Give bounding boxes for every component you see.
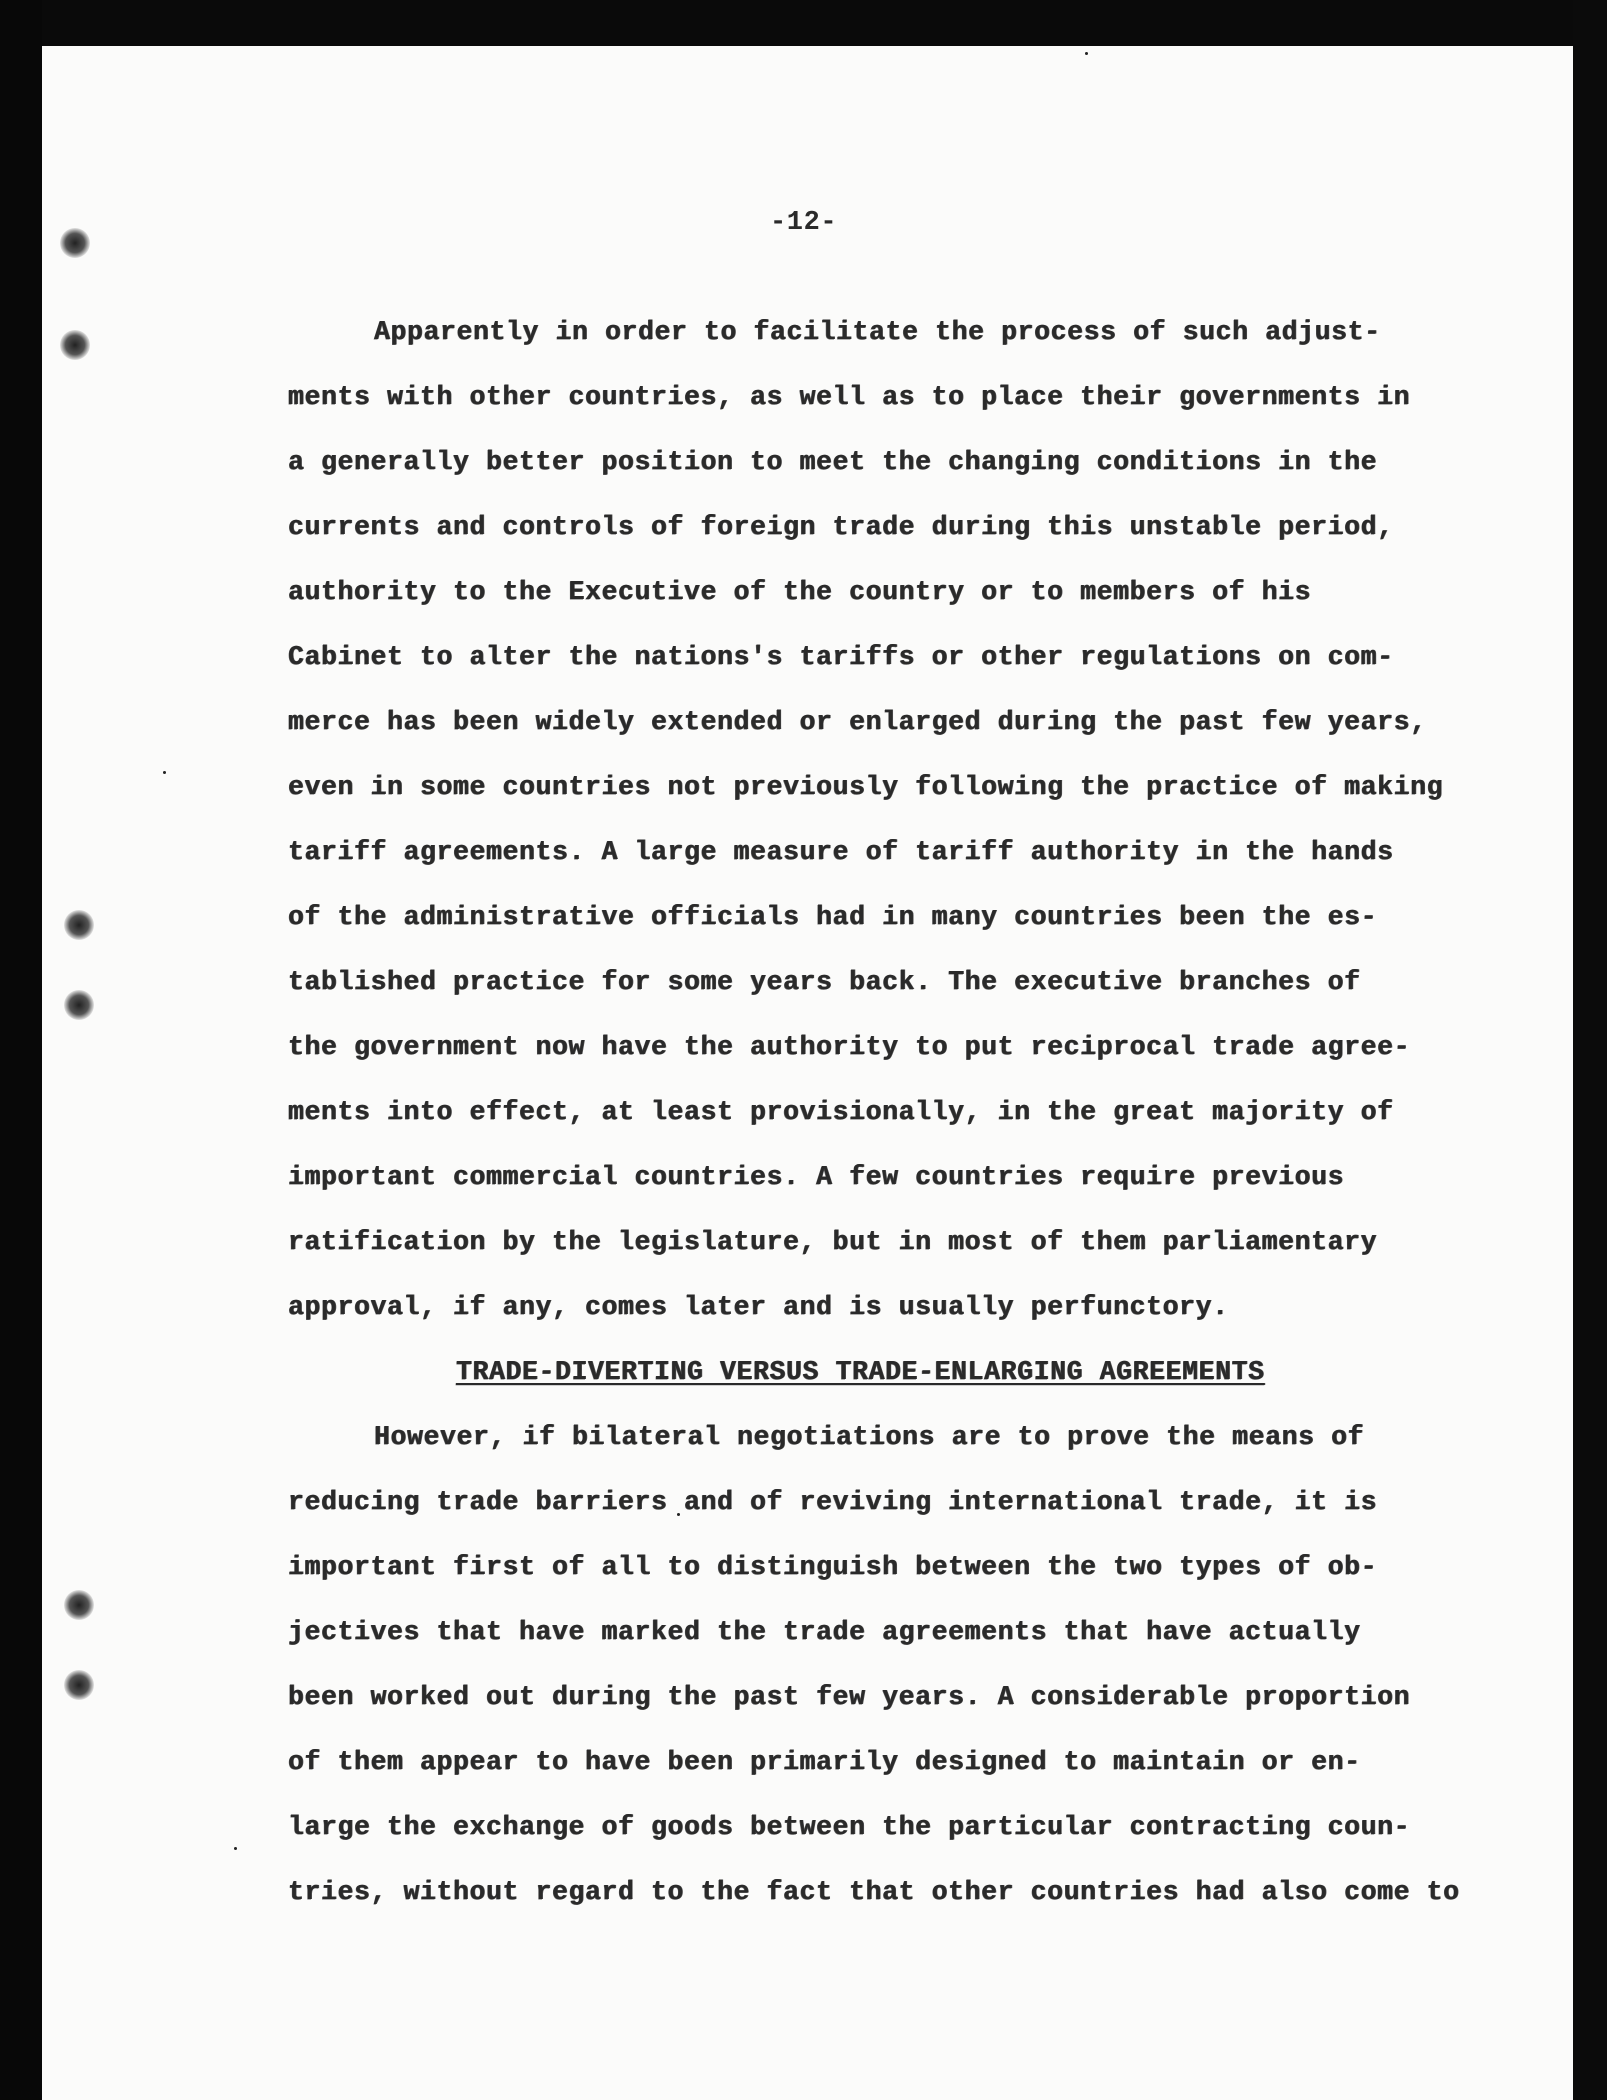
- text-line: ments into effect, at least provisionally, in the great majority of: [288, 1097, 1394, 1127]
- text-line: been worked out during the past few years. A considerable proportion: [288, 1682, 1411, 1712]
- text-line: tablished practice for some years back. The executive branches of: [288, 967, 1361, 997]
- typed-text-body: [288, 300, 1460, 1925]
- punch-hole-mark: [64, 990, 94, 1020]
- text-line: tries, without regard to the fact that other countries had also come to: [288, 1877, 1460, 1907]
- text-line: Apparently in order to facilitate the process of such adjust-: [374, 317, 1381, 347]
- punch-hole-mark: [60, 228, 90, 258]
- text-line: of them appear to have been primarily designed to maintain or en-: [288, 1747, 1361, 1777]
- dust-speck: [163, 771, 166, 774]
- text-line: approval, if any, comes later and is usually perfunctory.: [288, 1292, 1229, 1322]
- scan-border-top: [0, 0, 1607, 48]
- text-line: jectives that have marked the trade agreements that have actually: [288, 1617, 1361, 1647]
- punch-hole-mark: [64, 910, 94, 940]
- text-line: ments with other countries, as well as to place their governments in: [288, 382, 1411, 412]
- scan-border-right: [1573, 0, 1607, 2100]
- text-line: Cabinet to alter the nations's tariffs or other regulations on com-: [288, 642, 1394, 672]
- text-line: reducing trade barriers and of reviving international trade, it is: [288, 1487, 1378, 1517]
- text-line: a generally better position to meet the changing conditions in the: [288, 447, 1378, 477]
- punch-hole-mark: [64, 1670, 94, 1700]
- dust-speck: [1085, 52, 1088, 55]
- punch-hole-mark: [60, 330, 90, 360]
- text-line: ratification by the legislature, but in most of them parliamentary: [288, 1227, 1378, 1257]
- text-line: However, if bilateral negotiations are to prove the means of: [374, 1422, 1365, 1452]
- text-line: currents and controls of foreign trade during this unstable period,: [288, 512, 1394, 542]
- dust-speck: [234, 1847, 237, 1850]
- text-line: the government now have the authority to put reciprocal trade agree-: [288, 1032, 1411, 1062]
- text-line: important commercial countries. A few countries require previous: [288, 1162, 1345, 1192]
- section-heading: TRADE-DIVERTING VERSUS TRADE-ENLARGING AGREEMENTS: [456, 1357, 1265, 1387]
- text-line: large the exchange of goods between the particular contracting coun-: [288, 1812, 1411, 1842]
- text-line: merce has been widely extended or enlarged during the past few years,: [288, 707, 1427, 737]
- text-line: important first of all to distinguish between the two types of ob-: [288, 1552, 1378, 1582]
- text-line: tariff agreements. A large measure of tariff authority in the hands: [288, 837, 1394, 867]
- page-number: -12-: [770, 208, 838, 238]
- text-line: authority to the Executive of the country or to members of his: [288, 577, 1312, 607]
- punch-hole-mark: [64, 1590, 94, 1620]
- text-line: even in some countries not previously following the practice of making: [288, 772, 1444, 802]
- text-line: of the administrative officials had in many countries been the es-: [288, 902, 1378, 932]
- scan-border-left: [0, 0, 42, 2100]
